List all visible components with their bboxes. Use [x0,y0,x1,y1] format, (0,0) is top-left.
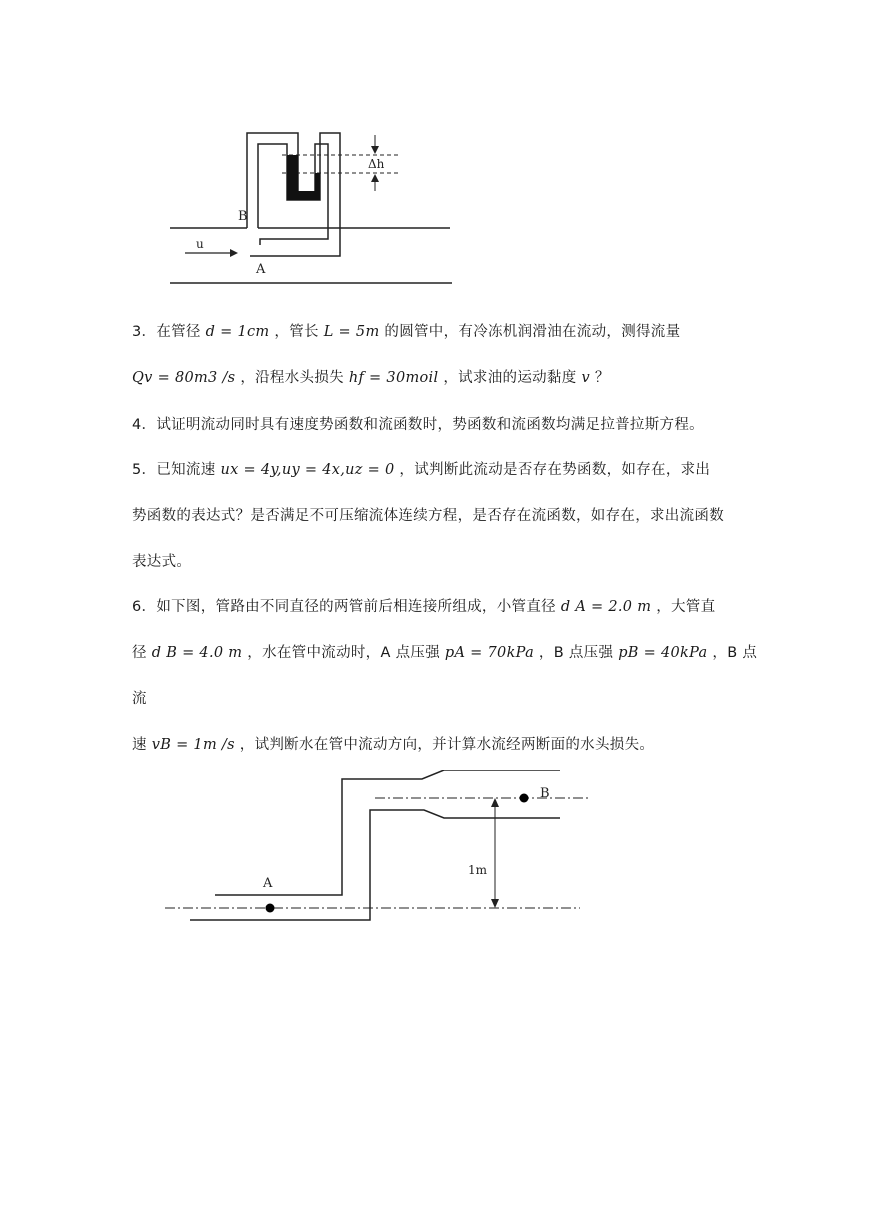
text-segment: 势函数的表达式？是否满足不可压缩流体连续方程，是否存在流函数，如存在，求出流函数 [132,508,724,524]
figure-manometer [160,125,460,290]
problem-6-line-2 [132,643,757,663]
text-segment: 速 [132,737,152,753]
text-segment: 流 [132,691,147,707]
math-expression: pB = 40kPa [618,645,708,661]
label-A: A [256,262,266,277]
math-expression: pA = 70kPa [444,645,535,661]
text-segment: 3．在管径 [132,324,206,340]
text-segment: ，试求油的运动黏度 [438,370,582,386]
math-expression: v [581,370,590,386]
text-segment: ？ [589,370,610,386]
label-u: u [196,237,204,251]
label-1m: 1m [468,863,488,877]
text-segment: 5．已知流速 [132,462,221,478]
math-expression: L = 5m [323,324,380,340]
text-segment: ，水在管中流动时，A 点压强 [242,645,445,661]
text-segment: ，试判断此流动是否存在势函数，如存在，求出 [394,462,711,478]
problem-5-line-2 [132,506,724,526]
math-expression: hf = 30moil [348,370,439,386]
problem-5-line-3 [132,552,191,572]
figure-pipe-AB [160,770,600,930]
problem-3-line-1 [132,322,680,342]
text-segment: ，B 点压强 [534,645,619,661]
math-expression: d = 1cm [205,324,270,340]
text-segment: 6．如下图，管路由不同直径的两管前后相连接所组成，小管直径 [132,599,561,615]
problem-6-line-4 [132,735,654,755]
math-expression: d B = 4.0 m [151,645,243,661]
text-segment: ，大管直 [651,599,716,615]
math-expression: ux = 4y,uy = 4x,uz = 0 [220,462,395,478]
math-expression: d A = 2.0 m [560,599,652,615]
problem-6-line-1 [132,597,715,617]
text-segment: 表达式。 [132,554,192,570]
text-segment: ，沿程水头损失 [235,370,349,386]
math-expression: vB = 1m /s [151,737,235,753]
text-segment: ，B 点 [707,645,758,661]
point-B [520,794,529,803]
problem-5-line-1 [132,460,710,480]
point-A [266,904,275,913]
problem-6-line-3 [132,689,147,709]
text-segment: ，试判断水在管中流动方向，并计算水流经两断面的水头损失。 [234,737,655,753]
text-segment: ，管长 [269,324,324,340]
text-segment: 的圆管中，有冷冻机润滑油在流动，测得流量 [379,324,681,340]
problem-3-line-2 [132,368,610,388]
text-segment: 径 [132,645,152,661]
math-expression: Qv = 80m3 /s [132,370,236,386]
text-segment: 4．试证明流动同时具有速度势函数和流函数时，势函数和流函数均满足拉普拉斯方程。 [132,417,704,433]
label-B2: B [540,786,550,801]
problem-4-line-1 [132,415,704,435]
label-B: B [238,209,248,224]
label-A2: A [263,876,273,891]
label-delta-h: Δh [368,157,385,171]
